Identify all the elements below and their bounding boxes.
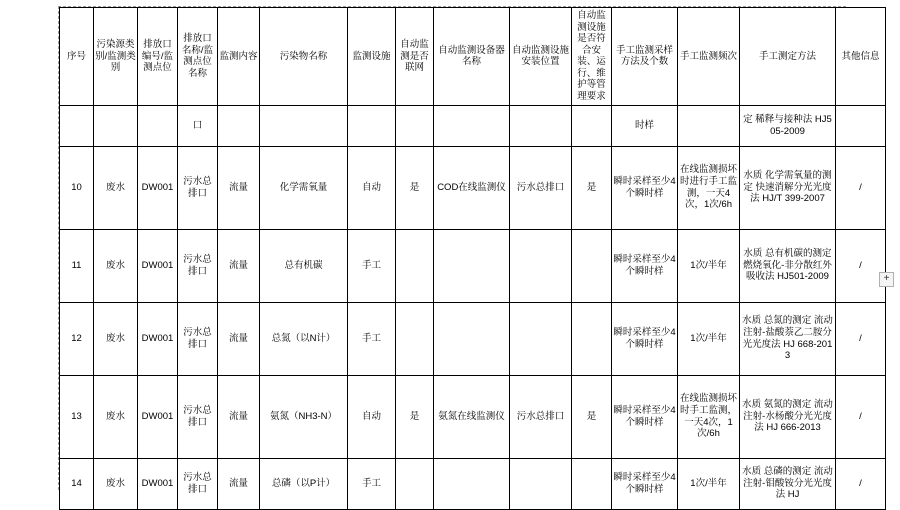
cell-source-type: 废水 xyxy=(94,229,138,302)
header-auto-networked: 自动监测是否联网 xyxy=(396,8,434,106)
cell-measure-method: 水质 氨氮的测定 流动注射-水杨酸分光光度法 HJ 666-2013 xyxy=(740,375,836,458)
cell-manual-frequency: 在线监测损坏时进行手工监测，一天4次，1次/6h xyxy=(678,146,740,229)
cell-manual-sampling-method: 瞬时采样至少4个瞬时样 xyxy=(612,302,678,375)
header-source-type: 污染源类别/监测类别 xyxy=(94,8,138,106)
cell-manual-sampling-method: 瞬时采样至少4个瞬时样 xyxy=(612,375,678,458)
cell-outlet-name: 污水总排口 xyxy=(178,458,218,509)
cell-measure-method: 水质 总磷的测定 流动注射-钼酸铵分光光度法 HJ xyxy=(740,458,836,509)
header-monitor-facility: 监测设施 xyxy=(348,8,396,106)
cell-auto-device-position xyxy=(510,458,572,509)
cell-auto-compliance: 是 xyxy=(572,146,612,229)
cell-outlet-no xyxy=(138,105,178,146)
cell-auto-networked xyxy=(396,458,434,509)
cell-outlet-name: 污水总排口 xyxy=(178,375,218,458)
cell-outlet-name: 口 xyxy=(178,105,218,146)
cell-outlet-name: 污水总排口 xyxy=(178,229,218,302)
cell-seq: 10 xyxy=(60,146,94,229)
header-outlet-name: 排放口名称/监测点位名称 xyxy=(178,8,218,106)
cell-other-info: / xyxy=(836,375,886,458)
cell-seq: 14 xyxy=(60,458,94,509)
cell-monitor-content: 流量 xyxy=(218,458,260,509)
cell-manual-sampling-method: 瞬时采样至少4个瞬时样 xyxy=(612,229,678,302)
table-row[interactable] xyxy=(60,105,886,146)
cell-manual-frequency: 在线监测损坏时手工监测，一天4次，1次/6h xyxy=(678,375,740,458)
cell-auto-device-position: 污水总排口 xyxy=(510,146,572,229)
cell-pollutant-name: 化学需氧量 xyxy=(260,146,348,229)
header-pollutant-name: 污染物名称 xyxy=(260,8,348,106)
cell-outlet-name: 污水总排口 xyxy=(178,302,218,375)
cell-source-type: 废水 xyxy=(94,302,138,375)
cell-auto-networked xyxy=(396,229,434,302)
cell-monitor-facility: 自动 xyxy=(348,375,396,458)
cell-pollutant-name: 总磷（以P计） xyxy=(260,458,348,509)
table-row[interactable] xyxy=(60,229,886,302)
cell-seq xyxy=(60,105,94,146)
cell-seq: 11 xyxy=(60,229,94,302)
cell-monitor-content xyxy=(218,105,260,146)
cell-outlet-name: 污水总排口 xyxy=(178,146,218,229)
cell-measure-method: 水质 总有机碳的测定 燃烧氧化-非分散红外吸收法 HJ501-2009 xyxy=(740,229,836,302)
cell-auto-device-position xyxy=(510,229,572,302)
cell-other-info: / xyxy=(836,146,886,229)
cell-outlet-no: DW001 xyxy=(138,375,178,458)
header-other-info: 其他信息 xyxy=(836,8,886,106)
cell-monitor-facility xyxy=(348,105,396,146)
cell-monitor-facility: 自动 xyxy=(348,146,396,229)
cell-outlet-no: DW001 xyxy=(138,302,178,375)
cell-auto-networked: 是 xyxy=(396,375,434,458)
cell-auto-networked: 是 xyxy=(396,146,434,229)
cell-auto-device-name: COD在线监测仪 xyxy=(434,146,510,229)
cell-auto-compliance xyxy=(572,229,612,302)
cell-other-info: / xyxy=(836,302,886,375)
table-row[interactable] xyxy=(60,458,886,509)
cell-pollutant-name: 总氮（以N计） xyxy=(260,302,348,375)
cell-auto-device-name xyxy=(434,458,510,509)
header-manual-frequency: 手工监测频次 xyxy=(678,8,740,106)
cell-manual-sampling-method: 瞬时采样至少4个瞬时样 xyxy=(612,146,678,229)
cell-source-type: 废水 xyxy=(94,458,138,509)
cell-measure-method: 水质 总氮的测定 流动注射-盐酸萘乙二胺分光光度法 HJ 668-2013 xyxy=(740,302,836,375)
cell-pollutant-name: 氨氮（NH3-N） xyxy=(260,375,348,458)
header-seq: 序号 xyxy=(60,8,94,106)
cell-other-info: / xyxy=(836,229,886,302)
cell-pollutant-name: 总有机碳 xyxy=(260,229,348,302)
cell-auto-device-position xyxy=(510,105,572,146)
cell-auto-networked xyxy=(396,302,434,375)
cell-outlet-no: DW001 xyxy=(138,146,178,229)
cell-measure-method: 水质 化学需氧量的测定 快速消解分光光度法 HJ/T 399-2007 xyxy=(740,146,836,229)
table-row[interactable] xyxy=(60,375,886,458)
cell-auto-compliance: 是 xyxy=(572,375,612,458)
header-auto-device-name: 自动监测设备器名称 xyxy=(434,8,510,106)
cell-auto-device-name xyxy=(434,105,510,146)
expand-button[interactable]: + xyxy=(879,272,894,287)
cell-monitor-facility: 手工 xyxy=(348,458,396,509)
cell-auto-compliance xyxy=(572,302,612,375)
cell-source-type: 废水 xyxy=(94,375,138,458)
cell-auto-device-name xyxy=(434,229,510,302)
cell-auto-compliance xyxy=(572,105,612,146)
header-outlet-no: 排放口编号/监测点位 xyxy=(138,8,178,106)
cell-auto-compliance xyxy=(572,458,612,509)
cell-pollutant-name xyxy=(260,105,348,146)
cell-seq: 13 xyxy=(60,375,94,458)
header-auto-compliance: 自动监测设施是否符合安装、运行、维护等管理要求 xyxy=(572,8,612,106)
header-monitor-content: 监测内容 xyxy=(218,8,260,106)
cell-auto-device-position xyxy=(510,302,572,375)
cell-manual-frequency: 1次/半年 xyxy=(678,458,740,509)
cell-source-type xyxy=(94,105,138,146)
monitoring-plan-table xyxy=(59,7,886,510)
table-row[interactable] xyxy=(60,302,886,375)
cell-manual-sampling-method: 瞬时采样至少4个瞬时样 xyxy=(612,458,678,509)
cell-seq: 12 xyxy=(60,302,94,375)
cell-monitor-content: 流量 xyxy=(218,229,260,302)
cell-manual-frequency: 1次/半年 xyxy=(678,302,740,375)
cell-monitor-facility: 手工 xyxy=(348,302,396,375)
cell-monitor-content: 流量 xyxy=(218,302,260,375)
cell-auto-device-name xyxy=(434,302,510,375)
cell-measure-method: 定 稀释与接种法 HJ505-2009 xyxy=(740,105,836,146)
cell-monitor-facility: 手工 xyxy=(348,229,396,302)
cell-auto-device-position: 污水总排口 xyxy=(510,375,572,458)
cell-manual-frequency xyxy=(678,105,740,146)
cell-other-info: / xyxy=(836,458,886,509)
table-header-row xyxy=(60,8,886,106)
header-manual-sampling-method: 手工监测采样方法及个数 xyxy=(612,8,678,106)
cell-auto-device-name: 氨氮在线监测仪 xyxy=(434,375,510,458)
header-auto-device-position: 自动监测设施安装位置 xyxy=(510,8,572,106)
cell-source-type: 废水 xyxy=(94,146,138,229)
cell-auto-networked xyxy=(396,105,434,146)
cell-manual-frequency: 1次/半年 xyxy=(678,229,740,302)
cell-outlet-no: DW001 xyxy=(138,229,178,302)
table-row[interactable] xyxy=(60,146,886,229)
cell-monitor-content: 流量 xyxy=(218,146,260,229)
cell-monitor-content: 流量 xyxy=(218,375,260,458)
header-measure-method: 手工测定方法 xyxy=(740,8,836,106)
cell-outlet-no: DW001 xyxy=(138,458,178,509)
cell-manual-sampling-method: 时样 xyxy=(612,105,678,146)
cell-other-info xyxy=(836,105,886,146)
